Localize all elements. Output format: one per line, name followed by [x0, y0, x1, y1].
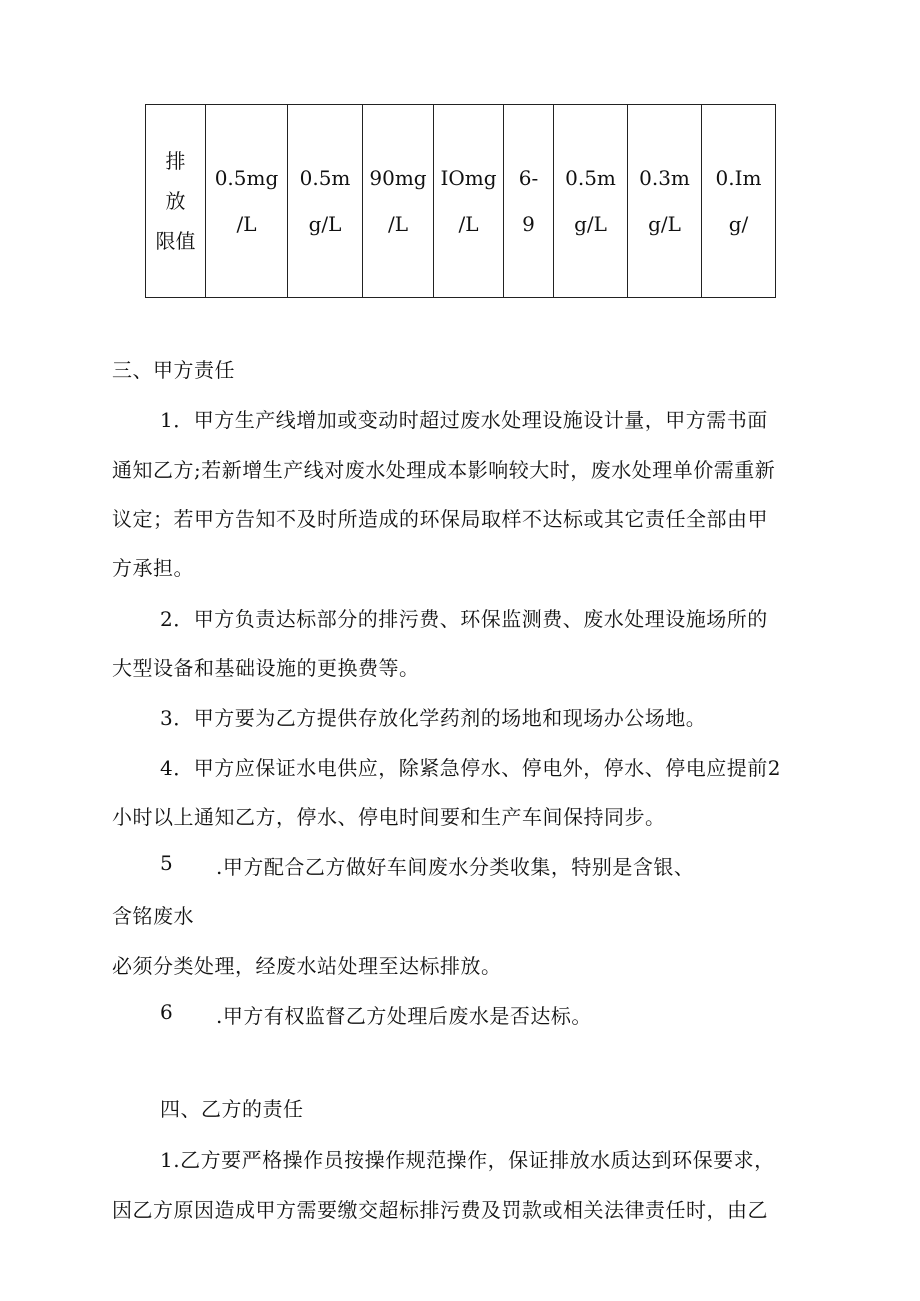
table-row	[146, 105, 776, 298]
paragraph-line: 3．甲方要为乙方提供存放化学药剂的场地和现场办公场地。	[160, 706, 707, 730]
limit-cell: 0.5mg /L	[206, 105, 288, 298]
limit-cell: IOmg /L	[434, 105, 504, 298]
paragraph-line: 4．甲方应保证水电供应，除紧急停水、停电外，停水、停电应提前2	[160, 756, 781, 780]
paragraph-line: 必须分类处理，经废水站处理至达标排放。	[112, 954, 502, 978]
limit-cell: 6- 9	[504, 105, 554, 298]
paragraph-line: 1.乙方要严格操作员按操作规范操作，保证排放水质达到环保要求，	[160, 1148, 775, 1172]
paragraph-line: 方承担。	[112, 556, 194, 580]
section-heading-party-b: 四、乙方的责任	[160, 1097, 304, 1121]
paragraph-line: .甲方有权监督乙方处理后废水是否达标。	[216, 1004, 592, 1028]
paragraph-line: 通知乙方;若新增生产线对废水处理成本影响较大时，废水处理单价需重新	[112, 458, 776, 482]
paragraph-line: 含铭废水	[112, 904, 194, 928]
paragraph-line: .甲方配合乙方做好车间废水分类收集，特别是含银、	[216, 855, 695, 879]
section-heading-party-a: 三、甲方责任	[112, 358, 235, 382]
limit-cell: 0.Im g/	[702, 105, 776, 298]
paragraph-line: 2．甲方负责达标部分的排污费、环保监测费、废水处理设施场所的	[160, 607, 768, 631]
paragraph-line: 因乙方原因造成甲方需要缴交超标排污费及罚款或相关法律责任时，由乙	[112, 1198, 768, 1222]
paragraph-line: 议定；若甲方告知不及时所造成的环保局取样不达标或其它责任全部由甲	[112, 507, 768, 531]
row-header-cell: 排 放 限值	[146, 105, 206, 298]
limit-cell: 0.5m g/L	[554, 105, 628, 298]
paragraph-line: 大型设备和基础设施的更换费等。	[112, 656, 420, 680]
discharge-limit-table	[145, 104, 776, 298]
item-number: 5	[160, 851, 174, 875]
item-number: 6	[160, 1000, 174, 1024]
limit-cell: 90mg /L	[363, 105, 434, 298]
paragraph-line: 1．甲方生产线增加或变动时超过废水处理设施设计量，甲方需书面	[160, 408, 768, 432]
limit-cell: 0.5m g/L	[288, 105, 363, 298]
limit-cell: 0.3m g/L	[628, 105, 702, 298]
paragraph-line: 小时以上通知乙方，停水、停电时间要和生产车间保持同步。	[112, 805, 666, 829]
